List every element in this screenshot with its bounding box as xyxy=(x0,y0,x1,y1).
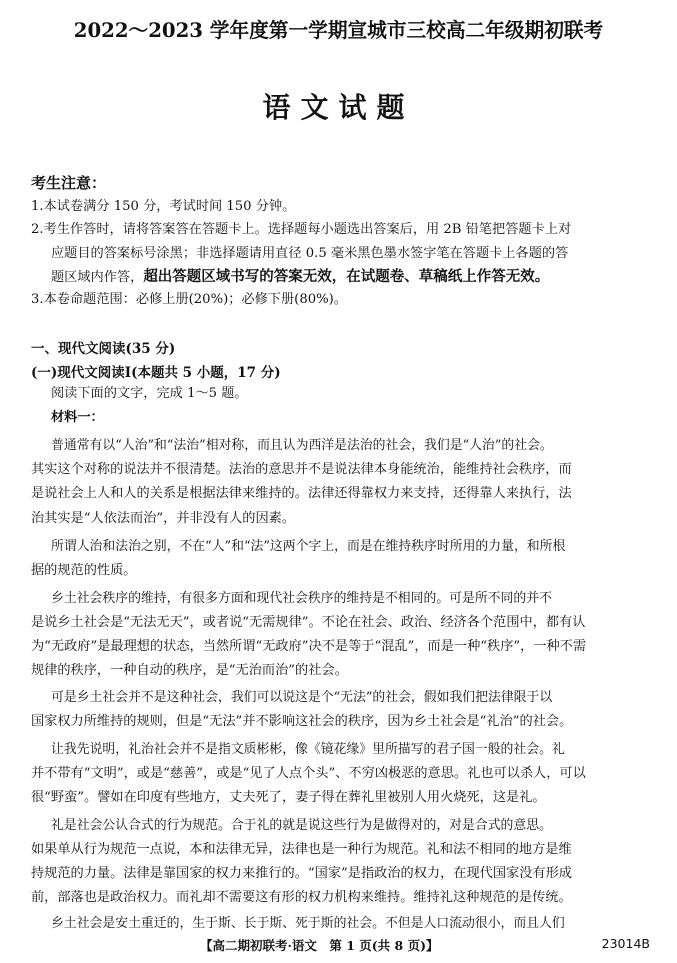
passage-line: 其实这个对称的说法并不很清楚。法治的意思并不是说法律本身能统治，能维持社会秩序，而 xyxy=(31,462,572,477)
notice-item-2-line-3 xyxy=(51,268,549,287)
notice-heading: 考生注意： xyxy=(31,174,107,192)
passage-line: 是说乡土社会是“无法无天”，或者说“无需规律”。不论在社会、政治、经济各个范围中，都有认 xyxy=(31,615,586,630)
notice-item-2-line-1: 2.考生作答时，请将答案答在答题卡上。选择题每小题选出答案后，用 2B 铅笔把答题卡上对 xyxy=(31,222,572,237)
passage-line: 乡土社会是安土重迁的，生于斯、长于斯、死于斯的社会。不但是人口流动很小，而且人们 xyxy=(51,916,565,931)
reading-instruction: 阅读下面的文字，完成 1～5 题。 xyxy=(51,386,248,401)
section-heading: 一、现代文阅读(35 分) xyxy=(31,341,176,357)
notice-item-2-plain: 题区域内作答， xyxy=(51,270,144,285)
passage-line: 很“野蛮”。譬如在印度有些地方，丈夫死了，妻子得在葬礼里被别人用火烧死，这是礼。 xyxy=(31,790,546,805)
material-label: 材料一： xyxy=(51,410,104,425)
passage-line: 让我先说明，礼治社会并不是指文质彬彬，像《镜花缘》里所描写的君子国一般的社会。礼 xyxy=(51,742,565,757)
notice-item-3: 3.本卷命题范围：必修上册(20%)；必修下册(80%)。 xyxy=(31,292,347,307)
passage-line: 礼是社会公认合式的行为规范。合于礼的就是说这些行为是做得对的，对是合式的意思。 xyxy=(51,818,552,833)
exam-title: 2022～2023 学年度第一学期宣城市三校高二年级期初联考 xyxy=(73,19,604,42)
passage-line: 可是乡土社会并不是这种社会，我们可以说这是个“无法”的社会，假如我们把法律限于以 xyxy=(51,690,553,705)
notice-item-2-warning: 超出答题区域书写的答案无效，在试题卷、草稿纸上作答无效。 xyxy=(143,269,550,285)
passage-line: 治其实是“人依法而治”，并非没有人的因素。 xyxy=(31,511,296,526)
passage-line: 前，部落也是政治权力。而礼却不需要这有形的权力机构来维持。维持礼这种规范的是传统。 xyxy=(31,890,572,905)
footer-code: 23014B xyxy=(601,936,650,951)
passage-line: 持规范的力量。法律是靠国家的权力来推行的。“国家”是指政治的权力，在现代国家没有形成 xyxy=(31,866,572,881)
passage-line: 是说社会上人和人的关系是根据法律来维持的。法律还得靠权力来支持，还得靠人来执行，法 xyxy=(31,486,572,501)
notice-item-2-line-2: 应题目的答案标号涂黑；非选择题请用直径 0.5 毫米黑色墨水签字笔在答题卡上各题的答 xyxy=(51,246,569,261)
footer-page-info: 【高二期初联考·语文 第 1 页(共 8 页)】 xyxy=(200,938,439,953)
passage-line: 如果单从行为规范一点说，本和法律无异，法律也是一种行为规范。礼和法不相同的地方是维 xyxy=(31,842,572,857)
passage-line: 规律的秩序，一种自动的秩序，是“无治而治”的社会。 xyxy=(31,663,348,678)
passage-line: 据的规范的性质。 xyxy=(31,563,137,578)
passage-line: 普通常有以“人治”和“法治”相对称，而且认为西洋是法治的社会，我们是“人治”的社会。 xyxy=(51,438,553,453)
passage-line: 所谓人治和法治之别，不在“人”和“法”这两个字上，而是在维持秩序时所用的力量，和所根 xyxy=(51,539,566,554)
passage-line: 并不带有“文明”，或是“慈善”，或是“见了人点个头”、不穷凶极恶的意思。礼也可以杀人，可以 xyxy=(31,766,586,781)
passage-line: 为“无政府”是最理想的状态，当然所谓“无政府”决不是等于“混乱”，而是一种“秩序”，一种不需 xyxy=(31,639,587,654)
subject-title: 语文试题 xyxy=(262,91,415,124)
passage-line: 国家权力所维持的规则，但是“无法”并不影响这社会的秩序，因为乡土社会是“礼治”的社会。 xyxy=(31,714,573,729)
passage-line: 乡土社会秩序的维持，有很多方面和现代社会秩序的维持是不相同的。可是所不同的并不 xyxy=(51,591,552,606)
sub-section-heading: (一)现代文阅读Ⅰ(本题共 5 小题，17 分) xyxy=(31,365,281,381)
notice-item-1: 1.本试卷满分 150 分，考试时间 150 分钟。 xyxy=(31,199,296,214)
